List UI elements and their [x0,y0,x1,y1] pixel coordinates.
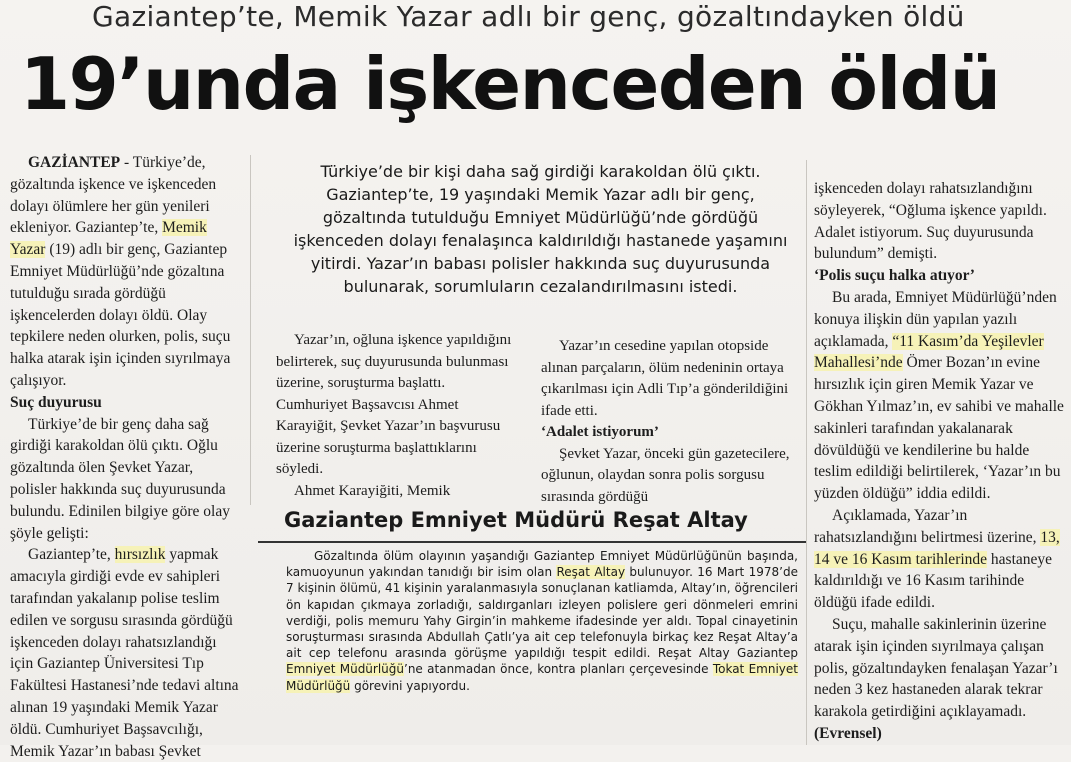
box-rule [258,541,806,543]
mid1-paragraph: Yazar’ın, oğluna işkence yapıldığını belirterek, suç duyurusunda bulunması üzerine, soruşturma başlattı. Cumhuriyet Başsavcısı Ahmet Karayiğit, Şevket Yazar’ın başvurusu üzerine soruşturma başlattıklarını söyledi. [276,332,512,477]
right-paragraph-3 [814,505,1066,614]
highlight-tokat: Tokat Emniyet Müdürlüğü [286,662,798,693]
right-paragraph-2 [814,287,1066,505]
deck-summary: Türkiye’de bir kişi daha sağ girdiği karakoldan ölü çıktı. Gaziantep’te, 19 yaşındaki Memik Yazar adlı bir genç, gözaltında tutulduğu Emniyet Müdürlüğü’nde gördüğü işkenceden dolayı fenalaşınca kaldırıldığı hastanede yaşamını yitirdi. Yazar’ın babası polisler hakkında suç duyurusunda bulunarak, sorumluların cezalandırılmasını istedi. [293,162,788,296]
subhead-polis-sucu: ‘Polis suçu halka atıyor’ [814,267,975,285]
highlight-resat-altay: Reşat Altay [556,565,626,580]
p3r-text-b: hastaneye kaldırıldığı ve 16 Kasım tarihinde öldüğü ifade edildi. [814,550,1053,612]
box-body [286,548,798,694]
headline: 19’unda işkenceden öldü [20,42,1000,126]
left-column [10,152,242,762]
box-text-c: ’ne atanmadan önce, kontra planları çerçevesinde [404,662,713,677]
kicker: Gaziantep’te, Memik Yazar adlı bir genç, gözaltındayken öldü [92,0,965,33]
highlight-hirsizlik: hırsızlık [114,546,166,564]
middle-column-2 [541,336,791,508]
box-paragraph [286,548,798,694]
highlight-dates: 13, 14 ve 16 Kasım tarihlerinde [814,528,1060,568]
mid2-paragraph-2: Şevket Yazar, önceki gün gazetecilere, oğlunun, olaydan sonra polis sorgusu sırasında gördüğü [541,445,790,505]
box-text-d: görevini yapıyordu. [350,678,470,693]
box-text-b: bulunuyor. 16 Mart 1978’de 7 kişinin ölümü, 41 kişinin yaralanmasıyla sonuçlanan katliamda, Altay’ın, öğrencileri ön kapıdan çıkmaya zorladığı, saldırganları izleyen polislere geri dönmeleri emrini verdiği, polis memuru Yahy Girgin’in mahkeme ifadesinde yer aldı. Topal cinayetinin soruşturması sırasında Abdullah Çatlı’ya ait cep telefonuyla birkaç kez Reşat Altay’a ait cep telefonu arasında görüşme yapıldığı tespit edildi. Reşat Altay Gaziantep [286,565,798,661]
subhead-suc-duyurusu: Suç duyurusu [10,393,102,411]
p3-text-a: Gaziantep’te, [28,546,115,564]
paragraph-2: Türkiye’de bir genç daha sağ girdiği karakoldan ölü çıktı. Oğlu gözaltında ölen Şevket Yazar, polisler hakkında suç duyurusunda bulundu. Edinilen bilgiye göre olay şöyle gelişti: [10,415,230,542]
mid1-paragraph-2: Ahmet Karayiğiti, Memik [294,482,451,499]
highlight-name: Memik Yazar [10,219,207,259]
intro-text-a: - Türkiye’de, gözaltında işkence ve işkenceden dolayı ölümlere her gün yenileri ekleniyor. Gaziantep’te, [10,154,217,237]
source-credit: (Evrensel) [814,724,882,742]
highlight-date-place: “11 Kasım’da Yeşilevler Mahallesi’nde [814,332,1044,372]
paragraph-3 [10,544,242,762]
p2-text-a: Bu arada, Emniyet Müdürlüğü’nden konuya ilişkin dün yapılan yazılı açıklamada, [814,288,1057,350]
intro-text-b: (19) adlı bir genç, Gaziantep Emniyet Müdürlüğü’nde gözaltına tutulduğu sırada gördüğü işkencelerden dolayı öldü. Olay tepkilere neden olurken, polis, suçu halka atarak işin içinden sıyrılmaya çalışıyor. [10,241,231,389]
column-divider [806,160,807,745]
right-paragraph-1: işkenceden dolayı rahatsızlandığını söyleyerek, “Oğluma işkence yapıldı. Adalet istiyorum. Suç duyurusunda bulundum” demişti. [814,180,1047,263]
p3r-text-a: Açıklamada, Yazar’ın rahatsızlandığını belirtmesi üzerine, [814,506,1041,546]
mid2-paragraph: Yazar’ın cesedine yapılan otopside alınan parçaların, ölüm nedeninin ortaya çıkarılması için Adli Tıp’a gönderildiğini ifade etti. [541,338,789,419]
p2-text-b: Ömer Bozan’ın evine hırsızlık için giren Memik Yazar ve Gökhan Yılmaz’ın, ev sahibi ve mahalle sakinleri tarafından yakalanarak dövüldüğü ve kendilerine bu halde teslim edildiği belirtilerek, ‘Yazar’ın bu yüzden öldüğü” iddia edildi. [814,354,1064,503]
right-paragraph-4: Suçu, mahalle sakinlerinin üzerine atarak işin içinden sıyrılmaya çalışan polis, gözaltındayken fenalaşan Yazar’ı neden 3 kez hastaneden alarak tekrar karakola getirdiğini açıklayamadı. [814,615,1058,721]
subhead-adalet-istiyorum: ‘Adalet istiyorum’ [541,424,659,440]
box-title: Gaziantep Emniyet Müdürü Reşat Altay [284,508,748,532]
column-divider [250,155,251,505]
intro-paragraph [10,152,242,392]
highlight-emniyet: Emniyet Müdürlüğü [286,662,405,677]
dateline: GAZİANTEP [28,154,121,171]
right-column [814,178,1066,745]
middle-column-1 [276,330,516,502]
p3-text-b: yapmak amacıyla girdiği evde ev sahipleri tarafından yakalanıp polise teslim edilen ve sorgusu sırasında gördüğü işkenceden dolayı rahatsızlandığı için Gaziantep Üniversitesi Tıp Fakültesi Hastanesi’nde tedavi altına alınan 19 yaşındaki Memik Yazar öldü. Cumhuriyet Başsavcılığı, Memik Yazar’ın babası Şevket [10,546,239,760]
box-text-a: Gözaltında ölüm olayının yaşandığı Gaziantep Emniyet Müdürlüğünün başında, kamuoyunun yakından tanıdığı bir isim olan [286,549,798,580]
